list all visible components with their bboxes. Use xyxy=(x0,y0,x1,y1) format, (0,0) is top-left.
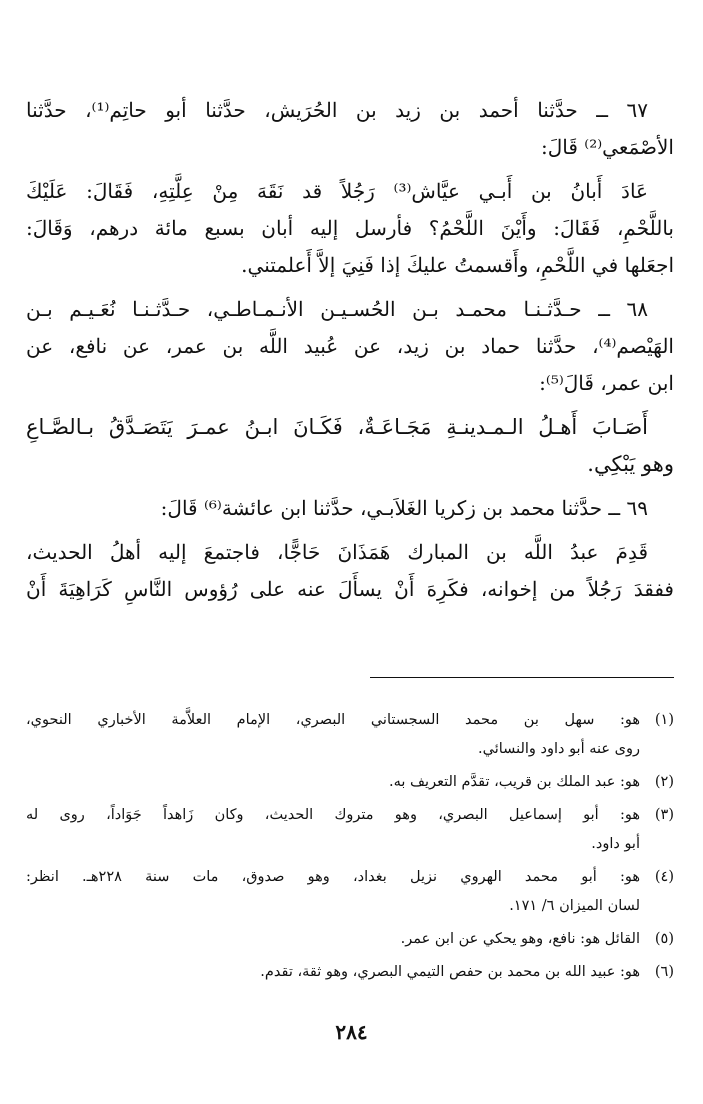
footnote-number: (٤) xyxy=(654,869,674,885)
footnote-line xyxy=(26,706,674,735)
footnote-text: هو: أبو محمد الهروي نزيل بغداد، وهو صدوق، مات سنة ٢٢٨هـ. انظر: xyxy=(26,869,640,885)
footnote-4 xyxy=(26,863,674,921)
footnote-separator xyxy=(370,677,674,678)
text-line: ففقدَ رَجُلاً من إخوانه، فكَرِهَ أَنْ يسأَلَ عنه على رُؤوس النَّاسِ كَرَاهِيَةَ أَنْ xyxy=(26,577,674,601)
footnote-text: لسان الميزان ٦/ ١٧١. xyxy=(509,898,640,914)
footnote-text: روى عنه أبو داود والنسائي. xyxy=(478,741,640,757)
footnote-2 xyxy=(26,768,674,797)
main-text xyxy=(26,92,674,615)
text-line: ٦٧ ــ حدَّثنا أحمد بن زيد بن الحُرَيش، حدَّثنا أبو حاتِم⁽¹⁾، حدَّثنا xyxy=(26,98,648,122)
footnote-line xyxy=(26,801,674,830)
footnote-text: القائل هو: نافع، وهو يحكي عن ابن عمر. xyxy=(400,931,640,947)
hadith-68-isnad xyxy=(26,291,674,402)
hadith-68-matn xyxy=(26,409,674,483)
text-line: ٦٩ ــ حدَّثنا محمد بن زكريا الغَلاَبـي، حدَّثنا ابن عائشة⁽⁶⁾ قَالَ: xyxy=(160,496,648,520)
footnote-1 xyxy=(26,706,674,764)
footnote-line xyxy=(26,768,674,797)
footnote-6 xyxy=(26,958,674,987)
footnote-number: (١) xyxy=(654,712,674,728)
text-line: ٦٨ ــ حـدَّثـنـا محمـد بـن الحُسـيـن الأنـمـاطـي، حـدَّثـنـا نُعَـيـم بـن xyxy=(26,297,649,321)
text-line: ابن عمر، قَالَ⁽⁵⁾: xyxy=(539,371,674,395)
footnote-line xyxy=(26,863,674,892)
footnote-text: هو: عبد الملك بن قريب، تقدَّم التعريف به. xyxy=(389,774,640,790)
footnote-3 xyxy=(26,801,674,859)
hadith-67-isnad xyxy=(26,92,674,166)
footnote-number: (٢) xyxy=(654,774,674,790)
text-line: الهَيْصم⁽⁴⁾، حدَّثنا حماد بن زيد، عن عُبيد اللَّه بن عمر، عن نافع، عن xyxy=(26,334,674,358)
hadith-69-isnad xyxy=(26,490,674,527)
text-line: اجعَلها في اللَّحْمِ، وأَقسمتُ عليكَ إذا فَنِيَ إلاَّ أَعلمتني. xyxy=(241,253,674,277)
footnote-text: هو: أبو إسماعيل البصري، وهو متروك الحديث، وكان زَاهداً جَوَاداً، روى له xyxy=(26,807,640,823)
footnotes xyxy=(26,706,674,991)
footnote-number: (٥) xyxy=(654,931,674,947)
text-line: أَصَـابَ أَهـلُ الـمـدينـةِ مَجَـاعَـةٌ، فَكَـانَ ابـنُ عمـرَ يَتَصَـدَّقُ بـالصَّـاعِ xyxy=(26,415,648,439)
text-line: وهو يَبْكِي. xyxy=(587,452,674,476)
footnote-number: (٦) xyxy=(654,964,674,980)
footnote-number: (٣) xyxy=(654,807,674,823)
text-line: الأصْمَعي⁽²⁾ قَالَ: xyxy=(541,135,674,159)
footnote-text: هو: سهل بن محمد السجستاني البصري، الإمام العلاَّمة الأخباري النحوي، xyxy=(26,712,640,728)
page-number: ٢٨٤ xyxy=(335,1020,368,1044)
text-line: عَادَ أَبانُ بن أَبـي عيَّاش⁽³⁾ رَجُلاً قد نَقَهَ مِنْ عِلَّتِهِ، فَقَالَ: عَلَيْكَ xyxy=(26,179,648,203)
footnote-text: هو: عبيد الله بن محمد بن حفص التيمي البصري، وهو ثقة، تقدم. xyxy=(260,964,640,980)
footnote-line xyxy=(26,958,674,987)
text-line: باللَّحْمِ، فَقَالَ: وأَيْنَ اللَّحْمُ؟ فأرسل إليه أبان بسبع مائة درهم، وَقَالَ: xyxy=(26,216,674,240)
footnote-text: أبو داود. xyxy=(591,836,640,852)
footnote-line xyxy=(26,925,674,954)
footnote-5 xyxy=(26,925,674,954)
hadith-69-matn xyxy=(26,534,674,608)
text-line: قَدِمَ عبدُ اللَّه بن المبارك هَمَذَانَ حَاجًّا، فاجتمعَ إليه أهلُ الحديث، xyxy=(26,540,649,564)
hadith-67-matn xyxy=(26,173,674,284)
